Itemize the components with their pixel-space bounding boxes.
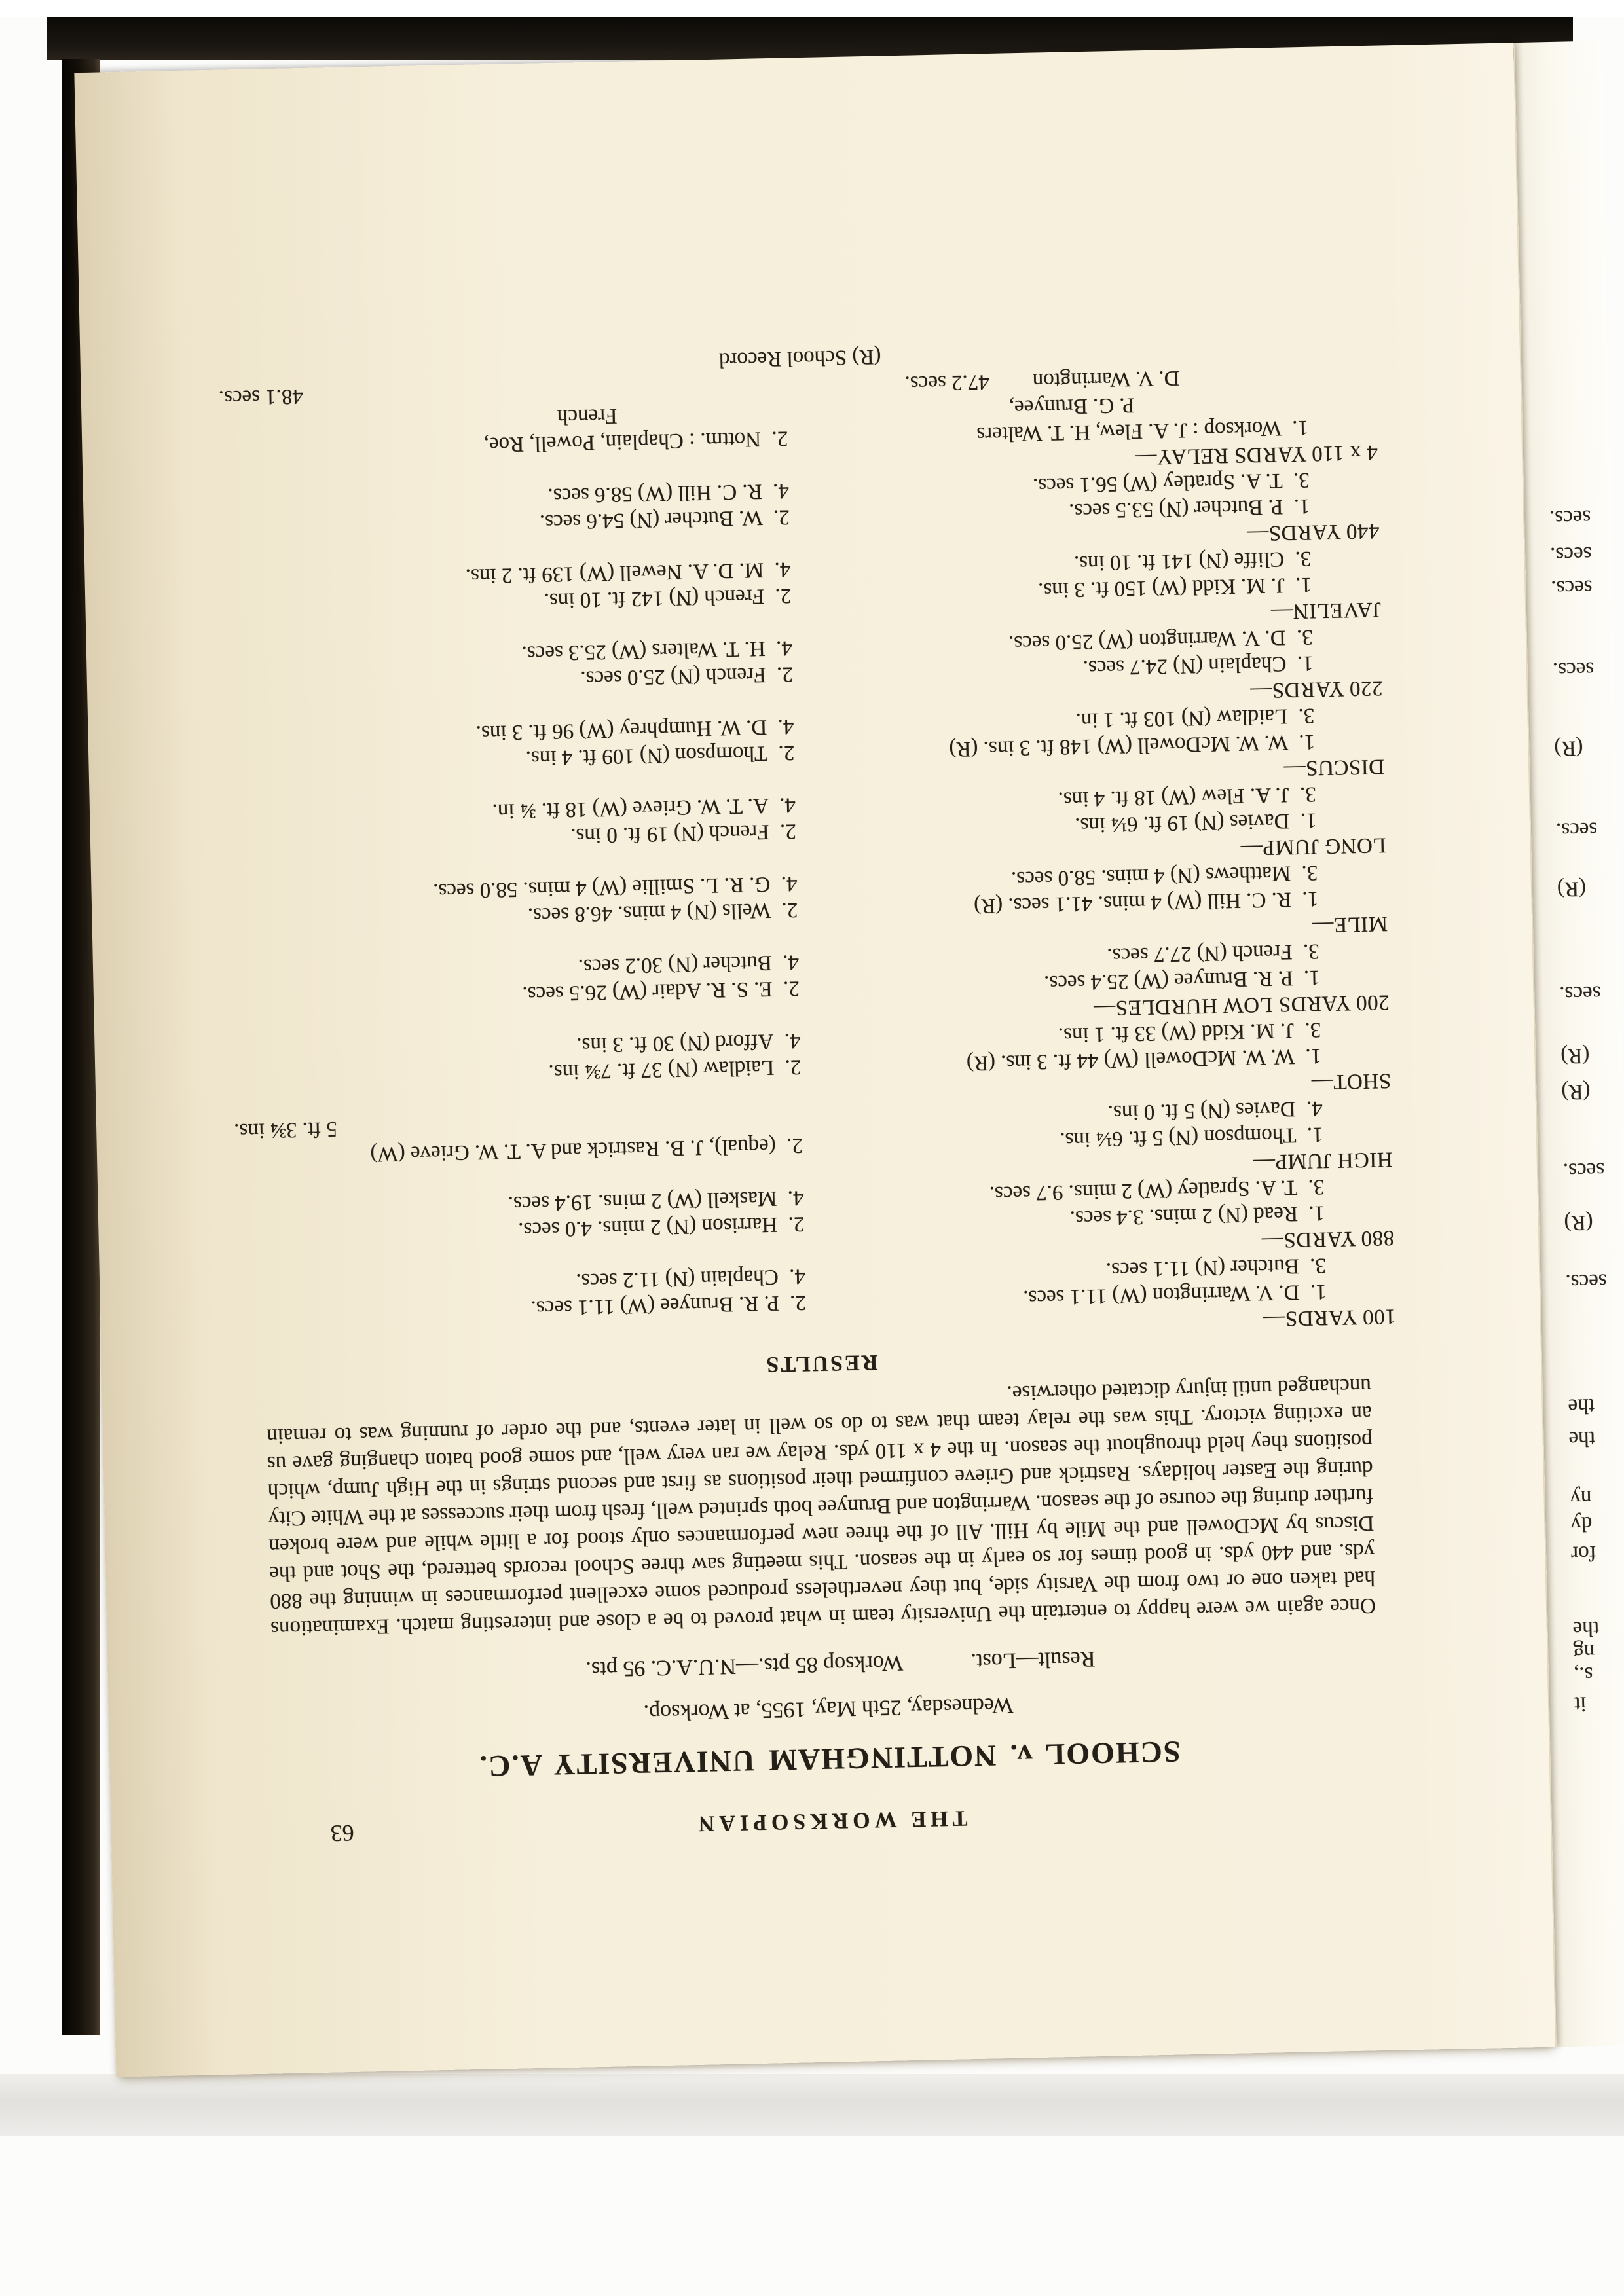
edge-fragment: secs. [1549, 541, 1592, 567]
edge-fragment: (R) [1561, 1080, 1591, 1104]
results-heading: RESULTS [764, 1349, 878, 1377]
edge-fragment: secs. [1562, 1157, 1605, 1182]
result-entry: 3. T. A. Spratley (W) 2 mins. 9.7 secs. [989, 1175, 1325, 1206]
result-line [107, 1642, 1096, 1692]
result-entry: 3. French (N) 27.7 secs. [1107, 939, 1320, 968]
result-entry: 3. Butcher (N) 11.1 secs. [1105, 1253, 1327, 1282]
edge-fragment: s., [1573, 1662, 1593, 1686]
edge-fragment: for [1570, 1541, 1597, 1565]
result-entry: 2. P. R. Brunyee (W) 11.1 secs. [530, 1290, 807, 1321]
result-entry: 4. A. T. W. Grieve (W) 18 ft. ¾ in. [492, 793, 796, 824]
result-entry: 2. French (N) 25.0 secs. [580, 662, 794, 691]
event-heading: JAVELIN— [1270, 597, 1382, 624]
result-entry: 3. J. M. Kidd (W) 33 ft. 1 ins. [1058, 1017, 1321, 1048]
event-heading: LONG JUMP— [1240, 833, 1386, 860]
result-entry: 2. E. S. R. Adair (W) 26.5 secs. [522, 976, 800, 1006]
result-entry: 3. Matthews (N) 4 mins. 58.0 secs. [1010, 860, 1318, 891]
result-entry: 3. D. V. Warrington (W) 25.0 secs. [1008, 625, 1314, 655]
edge-fragment: secs. [1552, 657, 1595, 682]
result-entry: 4. M. D. A. Newell (W) 139 ft. 2 ins. [465, 557, 791, 588]
result-entry: 2. French (N) 142 ft. 10 ins. [544, 583, 792, 613]
edge-fragment: (R) [1564, 1211, 1594, 1235]
relay-team-continuation: D. V. Warrington 47.2 secs. [904, 365, 1180, 395]
result-entry: 2. Thompson (N) 109 ft. 4 ins. [525, 740, 795, 771]
event-heading: DISCUS— [1283, 754, 1385, 780]
result-label: Result—Lost. [970, 1647, 1096, 1674]
result-entry: 3. Laidlaw (N) 103 ft. 1 in. [1075, 703, 1315, 733]
edge-fragment: secs. [1559, 981, 1601, 1006]
result-entry: 4. R. C. Hill (W) 58.6 secs. [547, 479, 790, 508]
result-entry: 2. Wells (N) 4 mins. 46.8 secs. [527, 898, 798, 928]
result-entry: 1. W. W. McDowell (W) 44 ft. 3 ins. (R) [966, 1044, 1322, 1076]
edge-fragment: (R) [1557, 877, 1587, 902]
event-heading: 440 YARDS— [1246, 519, 1380, 545]
result-entry: 2. French (N) 19 ft. 0 ins. [570, 819, 797, 848]
edge-fragment: it [1574, 1692, 1587, 1716]
result-entry: 1. R. C. Hill (W) 4 mins. 41.1 secs. (R) [973, 886, 1319, 918]
result-entry: 3. J. A. Flew (W) 18 ft. 4 ins. [1058, 782, 1317, 812]
event-heading: HIGH JUMP— [1253, 1147, 1393, 1174]
result-entry: 4. Afford (N) 30 ft. 3 ins. [576, 1029, 801, 1057]
result-entry: 1. Chaplain (N) 24.7 secs. [1082, 651, 1314, 680]
result-entry: 4. D. W. Humphrey (W) 96 ft. 3 ins. [475, 714, 794, 745]
relay-team-continuation: P. G. Brunyee, [1008, 393, 1135, 420]
result-entry: 4. H. T. Walters (W) 25.3 secs. [521, 636, 793, 666]
result-entry: 4. Maskell (W) 2 mins. 19.4 secs. [507, 1186, 804, 1216]
result-entry: 1. Read (N) 2 mins. 3.4 secs. [1069, 1201, 1325, 1230]
edge-fragment: the [1568, 1394, 1595, 1418]
edge-fragment: dy [1570, 1512, 1593, 1536]
result-entry: 1. P. Butcher (N) 53.5 secs. [1068, 494, 1311, 523]
edge-fragment: secs. [1565, 1269, 1608, 1294]
edge-fragment: secs. [1549, 505, 1591, 530]
result-entry: 1. J. M. Kidd (W) 150 ft. 3 ins. [1037, 572, 1312, 602]
article-title: SCHOOL v. NOTTINGHAM UNIVERSITY A.C. [478, 1735, 1181, 1783]
result-entry: 4. G. R. L. Smillie (W) 4 mins. 58.0 secs. [432, 871, 798, 903]
edge-fragment: secs. [1555, 817, 1598, 843]
result-entry: 2. (equal), J. B. Rastrick and A. T. W. Grieve (W) [370, 1133, 803, 1167]
event-heading: SHOT— [1310, 1068, 1392, 1095]
edge-fragment: the [1572, 1616, 1600, 1641]
result-entry: 4. Butcher (N) 30.2 secs. [578, 950, 800, 979]
event-heading: 220 YARDS— [1249, 676, 1383, 702]
result-entry-continuation: 5 ft. 3¾ ins. [233, 1117, 338, 1143]
edge-fragment: (R) [1560, 1044, 1590, 1068]
result-entry: 4. Davies (N) 5 ft. 0 ins. [1107, 1096, 1323, 1125]
school-record-note: (R) School Record [718, 344, 881, 372]
result-score: Worksop 85 pts.—N.U.A.C. 95 pts. [585, 1650, 904, 1682]
event-heading: 100 YARDS— [1263, 1304, 1396, 1331]
magazine-page [74, 43, 1557, 2077]
running-header [111, 1789, 1550, 1848]
event-heading: 4 x 110 YARDS RELAY— [1134, 440, 1378, 469]
result-entry: 2. Laidlaw (N) 37 ft. 7¾ ins. [548, 1055, 802, 1084]
relay-time: 48.1 secs. [218, 384, 304, 410]
intro-paragraph: Once again we were happy to entertain the University team in what proved to be a close and interesting match. Examinations had taken one or two from the Varsity side, but they nevertheless produced some excellent performances in winning the 880 yds. and 440 yds. in good times for so early in the season. This meeting saw three School records bettered, the Shot and the Discus by McDowell and the Mile by Hill. All of the three new performances only stood for a little while and were broken further during the course of the season. Warrington and Brunyee both sprinted well, fresh from their successes at the White City during the Easter holidays. Rastrick and Grieve confirmed their positions as first and second strings in the High Jump, which positions they held throughout the season. In the 4 x 110 yds. Relay we ran very well, and some good baton changing gave us an exciting victory. This was the relay team that was to do so well in later events, and the order of running was to remain unchanged until injury dictated otherwise. [266, 1374, 1376, 1641]
event-heading: 880 YARDS— [1261, 1226, 1395, 1252]
result-entry: 1. Worksop : J. A. Flew, H. T. Walters [976, 415, 1309, 446]
results-list [218, 361, 1396, 1354]
match-dateline: Wednesday, 25th May, 1955, at Worksop. [643, 1692, 1014, 1725]
event-heading: MILE— [1311, 911, 1388, 937]
result-entry: 1. D. V. Warrington (W) 11.1 secs. [1022, 1279, 1327, 1310]
result-entry: 1. W. W. McDowell (W) 148 ft. 3 ins. (R) [949, 729, 1316, 761]
result-entry: 3. T. A. Spratley (W) 56.1 secs. [1032, 467, 1310, 498]
journal-name: THE WORKSOPIAN [693, 1806, 968, 1836]
result-entry: 3. Cliffe (N) 141 ft. 10 ins. [1073, 546, 1312, 575]
result-entry: 2. Nottm. : Chaplain, Powell, Roe, [483, 426, 788, 457]
edge-fragment: ny [1570, 1485, 1592, 1510]
edge-fragment: the [1568, 1427, 1596, 1451]
edge-fragment: secs. [1550, 575, 1593, 600]
edge-fragment: (R) [1554, 736, 1583, 761]
result-entry: 1. Davies (N) 19 ft. 6¼ ins. [1075, 808, 1318, 837]
result-entry: 1. Thompson (N) 5 ft. 6¼ ins. [1060, 1122, 1324, 1152]
result-entry: 1. P. R. Brunyee (W) 25.4 secs. [1043, 965, 1321, 995]
relay-team-continuation: French [557, 403, 618, 429]
page-number: 63 [330, 1819, 355, 1847]
result-entry: 2. Harrison (N) 2 mins. 4.0 secs. [517, 1212, 805, 1242]
result-entry: 4. Chaplain (N) 11.2 secs. [576, 1264, 806, 1293]
edge-fragment: ng [1572, 1639, 1595, 1664]
result-entry: 2. W. Butcher (N) 54.6 secs. [539, 505, 790, 534]
event-heading: 200 YARDS LOW HURDLES— [1093, 990, 1390, 1020]
